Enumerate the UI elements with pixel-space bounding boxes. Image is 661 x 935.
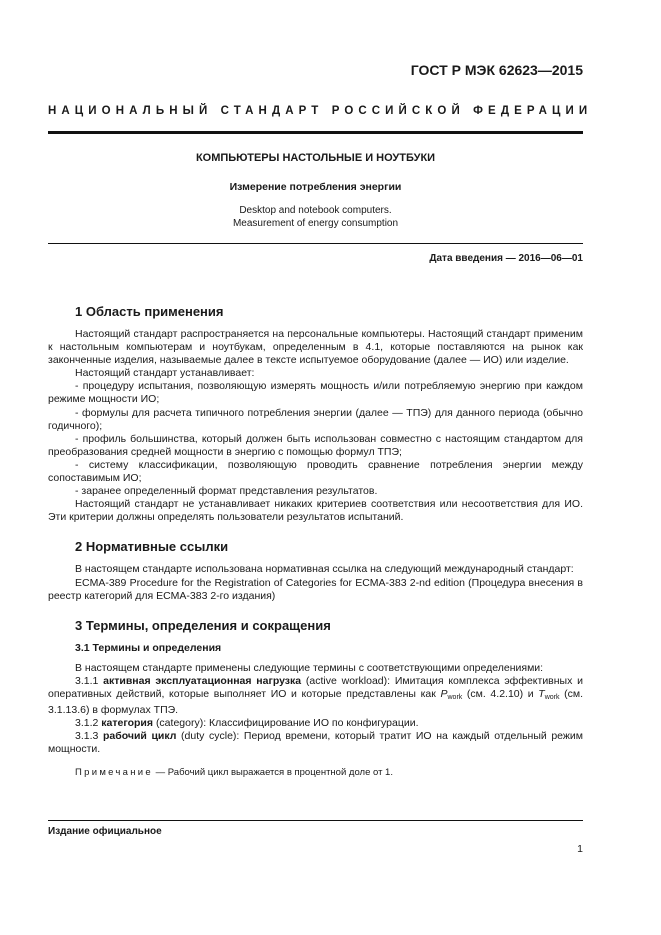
section-1-bullet: - систему классификации, позволяющую проводить сравнение потребления энергии между сопоставимым ИО; bbox=[48, 458, 583, 485]
section-2-paragraph: ECMA-389 Procedure for the Registration of Categories for ECMA-383 2-nd edition (Процедура внесения в реестр категорий для ECMA-383 2-го издания) bbox=[48, 576, 583, 602]
term-number: 3.1.3 bbox=[75, 730, 99, 743]
section-1-heading: 1 Область применения bbox=[75, 304, 224, 319]
section-1-bullet: - процедуру испытания, позволяющую измерять мощность и/или потребляемую энергию при каждом режиме мощности ИО; bbox=[48, 380, 583, 406]
document-subtitle: Измерение потребления энергии bbox=[229, 181, 402, 193]
term-name: активная эксплуатационная нагрузка bbox=[103, 674, 302, 687]
document-title: КОМПЬЮТЕРЫ НАСТОЛЬНЫЕ И НОУТБУКИ bbox=[195, 152, 436, 164]
term-3-1-3 bbox=[48, 730, 583, 756]
term-3-1-1 bbox=[48, 675, 583, 717]
document-body bbox=[48, 304, 583, 780]
symbol-subscript: work bbox=[544, 693, 560, 701]
term-definition-end: (см. 3.1.13.6) в формулах ТПЭ. bbox=[48, 687, 583, 717]
term-definition: (category): Классифицирование ИО по конфигурации. bbox=[155, 717, 419, 730]
english-title-line2: Measurement of energy consumption bbox=[232, 217, 399, 229]
header-rule bbox=[48, 131, 583, 134]
note-text: — Рабочий цикл выражается в процентной доле от 1. bbox=[155, 767, 393, 779]
term-reference: (см. 4.2.10) и bbox=[466, 687, 534, 700]
introduction-date: Дата введения — 2016—06—01 bbox=[429, 253, 583, 264]
section-1-paragraph: Настоящий стандарт распространяется на персональные компьютеры. Настоящий стандарт применим к настольным компьютерам и ноутбукам, определенным в 4.1, которые поставляются на рынок как законченные изделия, называемые далее в тексте испытуемое оборудование (далее — ИО) или изделие. bbox=[48, 328, 583, 367]
english-title bbox=[48, 205, 583, 230]
term-name: рабочий цикл bbox=[102, 730, 177, 743]
section-1-paragraph: Настоящий стандарт устанавливает: bbox=[75, 367, 255, 380]
section-1-paragraph: Настоящий стандарт не устанавливает никаких критериев соответствия или несоответствия для ИО. Эти критерии должны определять пользователи результатов испытаний. bbox=[48, 498, 583, 524]
section-1-bullet: - профиль большинства, который должен быть использован совместно с настоящим стандартом для преобразования средней мощности в энергию с помощью формул ТПЭ; bbox=[48, 432, 583, 458]
section-3-paragraph: В настоящем стандарте применены следующие термины с соответствующими определениями: bbox=[75, 661, 544, 674]
term-name: категория bbox=[101, 717, 154, 730]
subsection-3-1-heading: 3.1 Термины и определения bbox=[75, 641, 222, 654]
section-1-bullet: - формулы для расчета типичного потребления энергии (далее — ТПЭ) для данного периода (обычно годичного); bbox=[48, 406, 583, 432]
symbol-t: T bbox=[538, 687, 545, 700]
symbol-subscript: work bbox=[447, 693, 463, 701]
section-1-bullet: - заранее определенный формат представления результатов. bbox=[75, 485, 378, 498]
official-edition: Издание официальное bbox=[48, 826, 162, 837]
section-2-paragraph: В настоящем стандарте использована нормативная ссылка на следующий международный стандарт: bbox=[75, 563, 574, 576]
english-title-line1: Desktop and notebook computers. bbox=[239, 205, 392, 216]
term-definition: (active workload): Имитация комплекса эффективных и оперативных действий, которые выполняет ИО и которые представлены как bbox=[48, 674, 583, 700]
note bbox=[48, 766, 583, 779]
section-3-heading: 3 Термины, определения и сокращения bbox=[75, 617, 331, 633]
section-2-heading: 2 Нормативные ссылки bbox=[75, 539, 229, 555]
footer-rule bbox=[48, 820, 583, 821]
doc-code: ГОСТ Р МЭК 62623—2015 bbox=[410, 62, 583, 78]
term-definition: (duty cycle): Период времени, который тратит ИО на каждый отдельный режим мощности. bbox=[48, 730, 584, 756]
term-number: 3.1.1 bbox=[75, 674, 99, 687]
national-standard-banner: НАЦИОНАЛЬНЫЙ СТАНДАРТ РОССИЙСКОЙ ФЕДЕРАЦИИ bbox=[48, 105, 593, 117]
term-3-1-2 bbox=[48, 717, 583, 730]
note-label: Примечание bbox=[75, 767, 153, 779]
title-rule bbox=[48, 243, 583, 244]
term-number: 3.1.2 bbox=[75, 717, 99, 730]
symbol-p: P bbox=[440, 687, 448, 700]
page-number: 1 bbox=[577, 843, 583, 855]
